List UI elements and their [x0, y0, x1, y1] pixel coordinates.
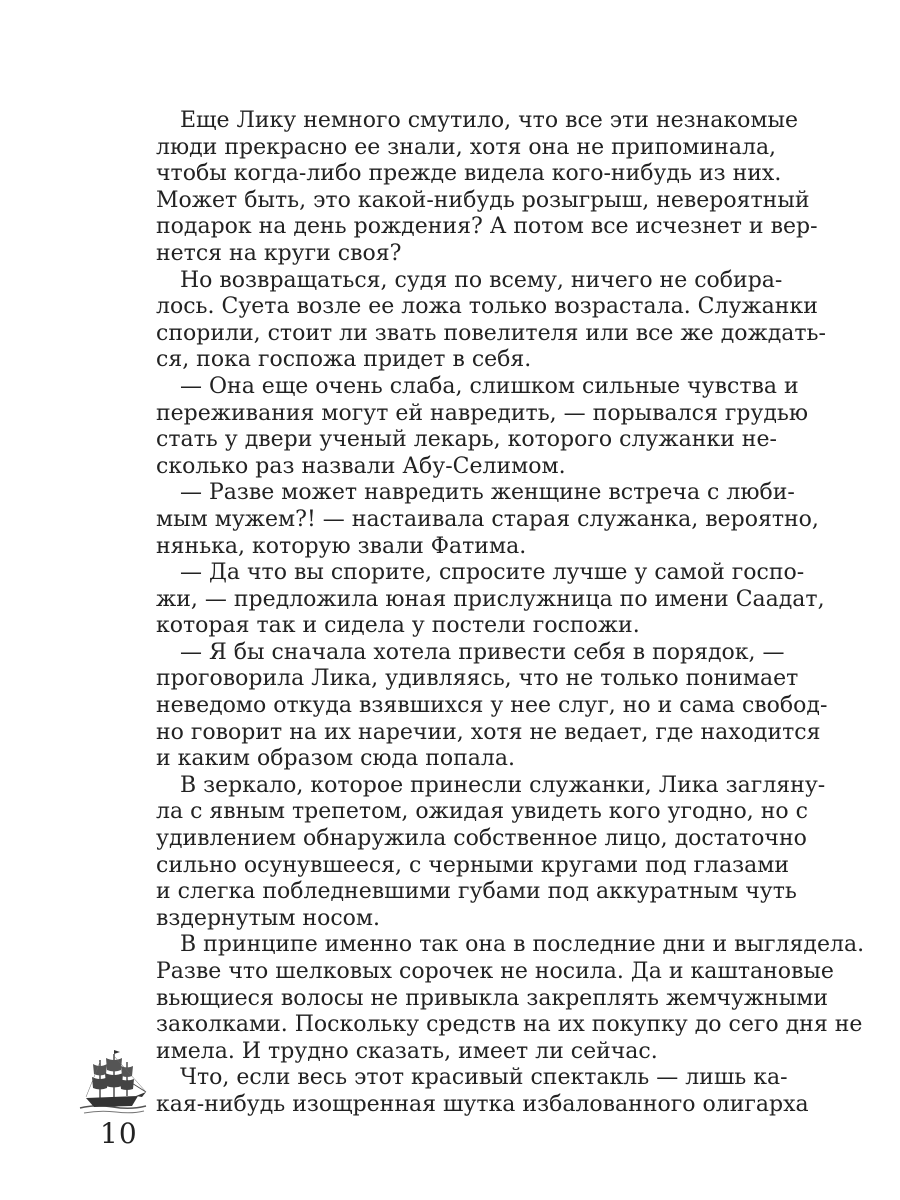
- text-line: Но возвращаться, судя по всему, ничего не собира-: [180, 267, 783, 293]
- sailing-ship-icon: [78, 1050, 148, 1118]
- text-line: удивлением обнаружила собственное лицо, достаточно: [156, 826, 807, 852]
- text-line: спорили, стоит ли звать повелителя или все же дождать-: [156, 320, 826, 346]
- text-line: нется на круги своя?: [156, 240, 402, 266]
- text-line: чтобы когда-либо прежде видела кого-нибудь из них.: [156, 161, 782, 187]
- text-line: подарок на день рождения? А потом все исчезнет и вер-: [156, 214, 818, 240]
- text-line: — Разве может навредить женщине встреча с люби-: [180, 480, 795, 506]
- text-line: Может быть, это какой-нибудь розыгрыш, невероятный: [156, 187, 810, 213]
- text-line: сильно осунувшееся, с черными кругами под глазами: [156, 852, 790, 878]
- text-line: кая-нибудь изощренная шутка избалованного олигарха: [156, 1091, 809, 1117]
- text-line: сколько раз назвали Абу-Селимом.: [156, 453, 566, 479]
- text-line: стать у двери ученый лекарь, которого служанки не-: [156, 427, 777, 453]
- text-line: Разве что шелковых сорочек не носила. Да и каштановые: [156, 959, 834, 984]
- text-line: заколками. Поскольку средств на их покупку до сего дня не: [156, 1012, 863, 1038]
- text-line: имела. И трудно сказать, имеет ли сейчас.: [156, 1038, 658, 1064]
- text-line: проговорила Лика, удивляясь, что не только понимает: [156, 666, 799, 692]
- text-line: лось. Суета возле ее ложа только возрастала. Служанки: [156, 294, 818, 320]
- text-line: — Я бы сначала хотела привести себя в порядок, —: [180, 639, 785, 665]
- page-number: 10: [100, 1117, 138, 1150]
- text-line: жи, — предложила юная прислужница по имени Саадат,: [156, 586, 825, 612]
- text-line: В принципе именно так она в последние дни и выглядела.: [180, 932, 865, 958]
- text-line: люди прекрасно ее знали, хотя она не припоминала,: [156, 134, 777, 160]
- text-line: ся, пока госпожа придет в себя.: [156, 347, 532, 373]
- text-line: ла с явным трепетом, ожидая увидеть кого угодно, но с: [156, 799, 808, 825]
- text-line: вьющиеся волосы не привыкла закреплять жемчужными: [156, 985, 829, 1011]
- text-line: Что, если весь этот красивый спектакль — лишь ка-: [180, 1065, 788, 1091]
- text-line: Еще Лику немного смутило, что все эти незнакомые: [180, 108, 799, 133]
- text-line: мым мужем?! — настаивала старая служанка, вероятно,: [156, 506, 819, 532]
- text-line: нянька, которую звали Фатима.: [156, 533, 527, 559]
- text-line: В зеркало, которое принесли служанки, Лика загляну-: [180, 772, 826, 798]
- text-line: которая так и сидела у постели госпожи.: [156, 613, 640, 639]
- text-line: и каким образом сюда попала.: [156, 746, 515, 772]
- text-line: вздернутым носом.: [156, 905, 381, 931]
- text-line: — Она еще очень слаба, слишком сильные чувства и: [180, 373, 799, 399]
- body-text: [156, 108, 865, 1119]
- text-line: но говорит на их наречии, хотя не ведает, где находится: [156, 719, 821, 745]
- text-line: переживания могут ей навредить, — порывался грудью: [156, 400, 809, 426]
- text-line: и слегка побледневшими губами под аккуратным чуть: [156, 879, 797, 905]
- text-line: неведомо откуда взявшихся у нее слуг, но и сама свобод-: [156, 693, 828, 719]
- text-line: — Да что вы спорите, спросите лучше у самой госпо-: [180, 560, 805, 586]
